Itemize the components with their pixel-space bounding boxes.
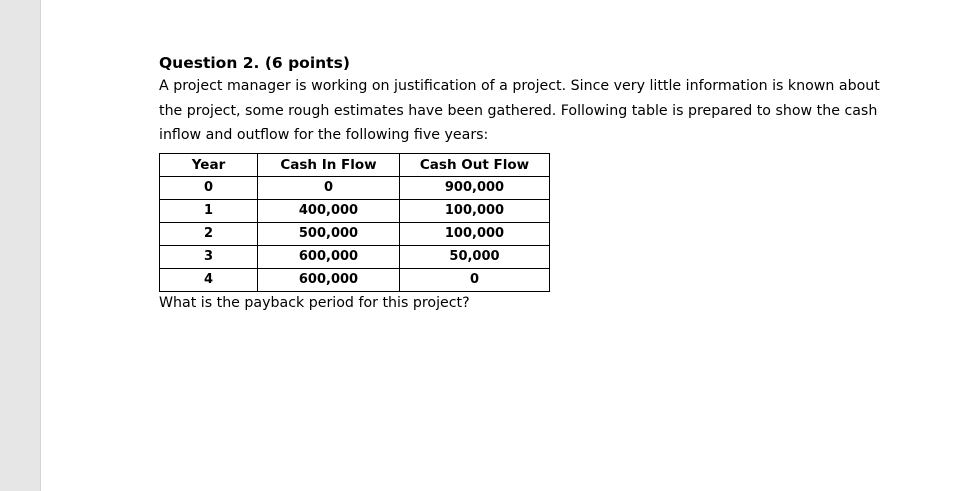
- cell-cash-out: 0: [400, 268, 550, 291]
- cell-cash-out: 100,000: [400, 222, 550, 245]
- table-row: [160, 176, 550, 199]
- cell-cash-in: 400,000: [258, 199, 400, 222]
- cell-year: 4: [160, 268, 258, 291]
- table-row: [160, 268, 550, 291]
- table-row: [160, 222, 550, 245]
- cell-cash-in: 500,000: [258, 222, 400, 245]
- table-row: [160, 199, 550, 222]
- cell-cash-out: 100,000: [400, 199, 550, 222]
- cell-cash-in: 600,000: [258, 268, 400, 291]
- header-cash-out-flow: Cash Out Flow: [400, 153, 550, 176]
- question-text-line: A project manager is working on justification of a project. Since very little information is known about: [159, 78, 880, 94]
- cash-flow-table: [159, 153, 550, 292]
- cell-cash-out: 900,000: [400, 176, 550, 199]
- question-block: [159, 52, 929, 314]
- question-prompt: What is the payback period for this project?: [159, 294, 470, 311]
- cell-cash-out: 50,000: [400, 245, 550, 268]
- header-cash-in-flow: Cash In Flow: [258, 153, 400, 176]
- question-text-line: the project, some rough estimates have been gathered. Following table is prepared to show the cash: [159, 102, 878, 119]
- table-row: [160, 245, 550, 268]
- question-text-line: inflow and outflow for the following five years:: [159, 127, 489, 143]
- cell-year: 3: [160, 245, 258, 268]
- document-page: [41, 0, 959, 491]
- cell-cash-in: 600,000: [258, 245, 400, 268]
- cell-year: 1: [160, 199, 258, 222]
- left-margin-gutter: [0, 0, 41, 491]
- cell-year: 2: [160, 222, 258, 245]
- question-title: Question 2. (6 points): [159, 54, 350, 72]
- cell-year: 0: [160, 176, 258, 199]
- header-year: Year: [160, 153, 258, 176]
- cell-cash-in: 0: [258, 176, 400, 199]
- table-header-row: [160, 153, 550, 176]
